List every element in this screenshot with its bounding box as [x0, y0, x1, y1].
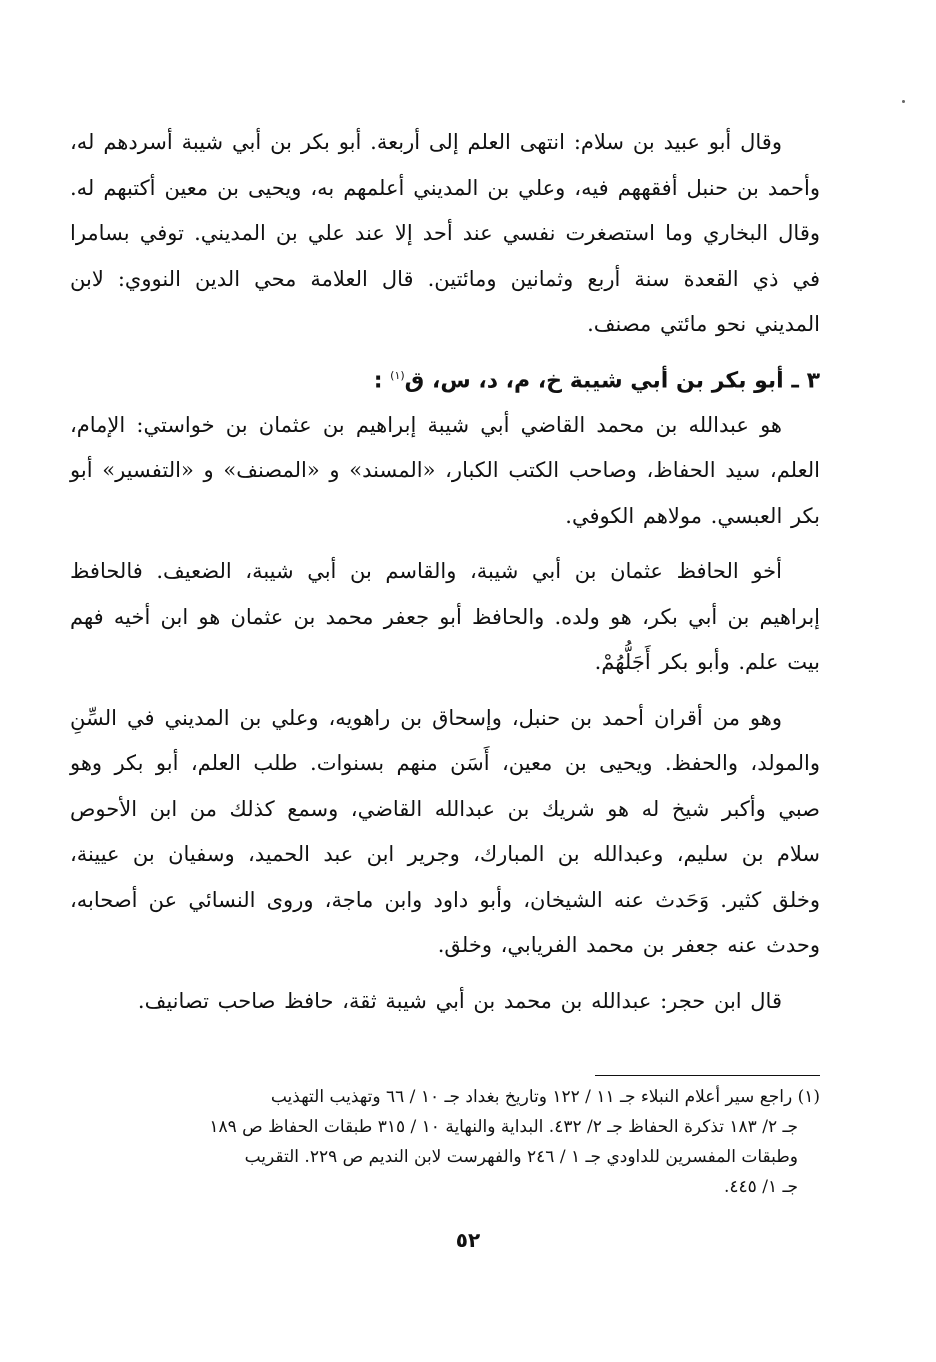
footnote-separator	[595, 1075, 820, 1076]
page-body	[70, 120, 820, 1197]
heading-text: ٣ ـ أبو بكر بن أبي شيبة خ، م، د، س، ق	[404, 367, 820, 393]
footnote-line-2: جـ ٢/ ١٨٣ تذكرة الحفاظ جـ ٢/ ٤٣٢. البداية والنهاية ١٠ / ٣١٥ طبقات الحفاظ ص ١٨٩	[209, 1117, 798, 1137]
paragraph-ibn-hajar: قال ابن حجر: عبدالله بن محمد بن أبي شيبة ثقة، حافظ صاحب تصانيف.	[137, 988, 782, 1013]
footnote-line-3: وطبقات المفسرين للداودي جـ ١ / ٢٤٦ والفهرست لابن النديم ص ٢٢٩. التقريب	[244, 1147, 798, 1167]
paragraph-family: أخو الحافظ عثمان بن أبي شيبة، والقاسم بن أبي شيبة، الضعيف. فالحافظ إبراهيم بن أبي بكر، هو ولده. والحافظ أبو جعفر محمد بن عثمان هو ابن أخيه فهم بيت علم. وأبو بكر أَجَلُّهُمْ.	[70, 559, 820, 675]
page-number: ٥٢	[455, 1228, 481, 1252]
footnote	[70, 1082, 820, 1202]
biography-heading	[70, 354, 820, 403]
scan-speck	[902, 100, 905, 103]
paragraph-teachers-students: وهو من أقران أحمد بن حنبل، وإسحاق بن راهويه، وعلي بن المديني في السِّنِ والمولد، والحفظ. ويحيى بن معين، أَسَن منهم بسنوات. طلب العلم، أبو بكر وهو صبي وأكبر شيخ له هو شريك بن عبدالله القاضي، وسمع كذلك من ابن الأحوص سلام بن سليم، وعبدالله بن المبارك، وجرير ابن عبد الحميد، وسفيان بن عيينة، وخلق كثير. وَحَدث عنه الشيخان، وأبو داود وابن ماجة، وروى النسائي عن أصحابه، وحدث عنه جعفر بن محمد الفريابي، وخلق.	[70, 705, 820, 958]
footnote-marker: (١)	[390, 368, 405, 382]
footnote-line-4: جـ ١/ ٤٤٥.	[724, 1177, 798, 1197]
paragraph-lineage: هو عبدالله بن محمد القاضي أبي شيبة إبراهيم بن عثمان بن خواستي: الإمام، العلم، سيد الحفاظ، وصاحب الكتب الكبار، «المسند» و «المصنف» و «التفسير» أبو بكر العبسي. مولاهم الكوفي.	[70, 412, 820, 528]
footnote-line-1: (١) راجع سير أعلام النبلاء جـ ١١ / ١٢٢ وتاريخ بغداد جـ ١٠ / ٦٦ وتهذيب التهذيب	[270, 1087, 820, 1107]
paragraph-ibn-al-madini-conclusion: وقال أبو عبيد بن سلام: انتهى العلم إلى أربعة. أبو بكر بن أبي شيبة أسردهم له، وأحمد بن حنبل أفقههم فيه، وعلي بن المديني أعلمهم به، ويحيى بن معين أكتبهم له. وقال البخاري وما استصغرت نفسي عند أحد إلا عند علي بن المديني. توفي بسامرا في ذي القعدة سنة أربع وثمانين ومائتين. قال العلامة محي الدين النووي: لابن المديني نحو مائتي مصنف.	[70, 130, 820, 336]
heading-colon: :	[373, 367, 391, 393]
